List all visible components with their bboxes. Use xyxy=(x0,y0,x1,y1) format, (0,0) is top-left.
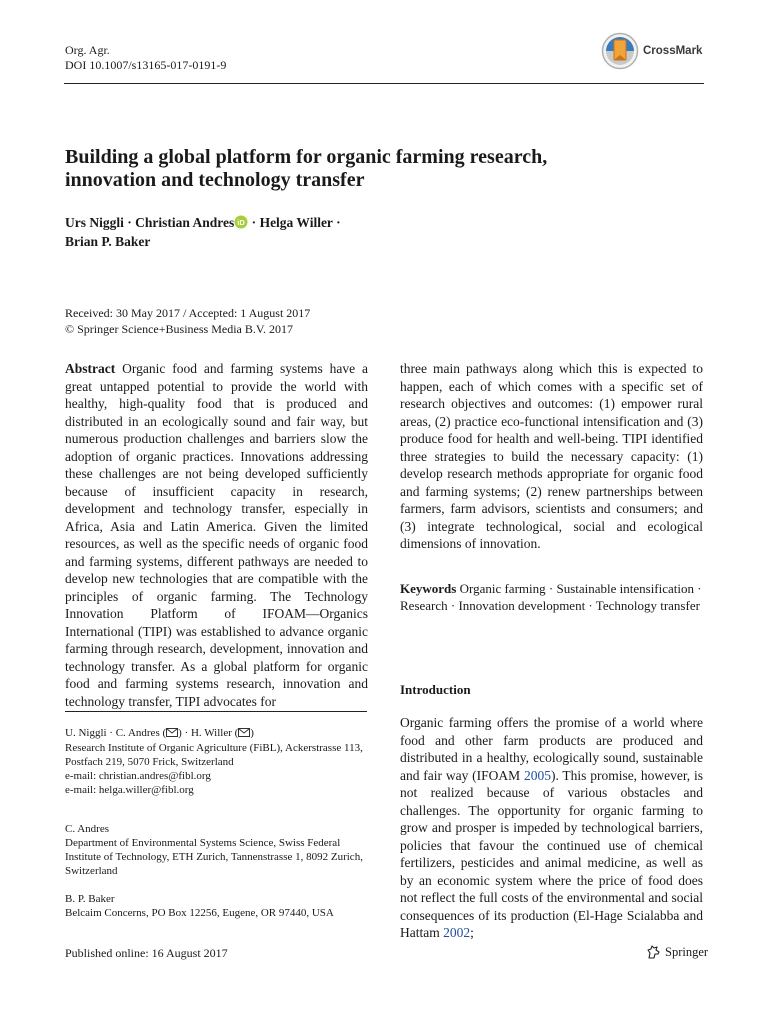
intro-text-part: Organic farming offers the promise of a world where food and other farm products are produced and distributed in a healthy, ecologically sound, sustainable and fair way (IFOAM xyxy=(400,715,703,783)
crossmark-label: CrossMark xyxy=(643,45,703,57)
copyright: © Springer Science+Business Media B.V. 2017 xyxy=(65,321,293,336)
affiliation-2 xyxy=(65,822,375,878)
citation-link[interactable]: 2005 xyxy=(523,767,551,783)
springer-horse-icon xyxy=(646,944,662,960)
affiliation-1 xyxy=(65,726,375,797)
journal-name: Org. Agr. xyxy=(65,43,110,57)
section-heading: Introduction xyxy=(400,682,471,697)
received-accepted: Received: 30 May 2017 / Accepted: 1 August 2017 xyxy=(65,306,311,320)
published-date: Published online: 16 August 2017 xyxy=(65,946,228,960)
citation-link[interactable]: 2002 xyxy=(443,925,471,940)
intro-text-part: ; xyxy=(470,925,474,940)
affiliation-institution: Research Institute of Organic Agriculture (FiBL), Ackerstrasse 113, Postfach 219, 5070 Frick, Switzerland xyxy=(65,742,363,768)
crossmark-badge[interactable] xyxy=(601,32,702,70)
email-link[interactable]: e-mail: helga.willer@fibl.org xyxy=(65,784,194,796)
affiliation-names-part: ) · H. Willer ( xyxy=(178,727,239,739)
author-name[interactable]: Helga Willer xyxy=(259,215,333,230)
author-name[interactable]: Urs Niggli xyxy=(65,215,124,230)
affiliation-name: B. P. Baker xyxy=(65,893,115,905)
email-link[interactable]: e-mail: christian.andres@fibl.org xyxy=(65,770,211,782)
abstract-text: Organic food and farming systems have a great untapped potential to provide the world with healthy, high-quality food that is produced and distributed in an ecologically sound and fair way, but numerous production challenges and barriers slow the adoption of organic practices. Innovations addressing these challenges are not being developed sufficiently because of insufficient capacity in research, development and technology transfer, especially in Africa, Asia and Latin America. Given the limited resources, as well as the specific needs of organic food and farming systems, different pathways are needed to develop new technologies that are compatible with the principles of organic farming. The Technology Innovation Platform of IFOAM—Organics International (TIPI) was established to advance organic farming through research, development, innovation and technology transfer. As a global platform for organic food and farming systems research, innovation and technology transfer, TIPI advocates for xyxy=(65,361,368,709)
affiliation-names-part: ) xyxy=(250,727,254,739)
springer-label: Springer xyxy=(665,944,709,959)
intro-text-part: ). This promise, however, is not realized because of various obstacles and challenges. The opportunity for organic farming to grow and prosper is impeded by technological barriers, policies that favour the continued use of chemical fertilizers, pesticides and animal medicine, as well as by an economic system where the price of food does not reflect the full costs of the environmental and social consequences of its production (El-Hage Scialabba and Hattam xyxy=(400,767,703,940)
svg-text:iD: iD xyxy=(237,218,246,227)
affiliation-institution: Belcaim Concerns, PO Box 12256, Eugene, OR 97440, USA xyxy=(65,907,334,919)
abstract-label: Abstract xyxy=(65,361,116,376)
author-separator: · xyxy=(336,215,341,230)
envelope-icon[interactable] xyxy=(166,727,178,741)
keywords xyxy=(400,580,703,614)
keywords-text: Organic farming · Sustainable intensification · Research · Innovation development · Technology transfer xyxy=(400,581,702,613)
author-name[interactable]: Brian P. Baker xyxy=(65,234,151,249)
affiliation-name: C. Andres xyxy=(65,823,109,835)
journal-meta xyxy=(65,43,226,73)
abstract-left xyxy=(65,360,368,710)
affiliation-names-part: U. Niggli · C. Andres ( xyxy=(65,727,167,739)
article-dates xyxy=(65,306,310,337)
author-name[interactable]: Christian Andres xyxy=(135,215,235,230)
affiliation-names xyxy=(65,726,375,741)
affiliation-3 xyxy=(65,892,375,920)
abstract-right: three main pathways along which this is expected to happen, each of which comes with a specific set of research objectives and outcomes: (1) empower rural areas, (2) practice eco-functional intensification and (3) produce food for health and well-being. TIPI identified three strategies to build the necessary capacity: (1) develop research methods appropriate for organic food and farming systems; (2) renew partnerships between farmers, farm advisors, scientists and consumers; and (3) integrate technological, social and ecological dimensions of innovation. xyxy=(400,361,703,551)
orcid-icon[interactable] xyxy=(234,215,248,233)
springer-logo xyxy=(646,944,708,960)
introduction-text xyxy=(400,714,703,942)
footnote-rule xyxy=(65,711,367,712)
crossmark-icon xyxy=(601,32,639,70)
author-separator: · xyxy=(251,215,257,230)
author-separator: · xyxy=(127,215,132,230)
affiliation-institution: Department of Environmental Systems Science, Swiss Federal Institute of Technology, ETH Zurich, Tannenstrasse 1, 8092 Zurich, Switzerland xyxy=(65,837,363,877)
doi-link[interactable]: DOI 10.1007/s13165-017-0191-9 xyxy=(65,58,227,72)
envelope-icon[interactable] xyxy=(238,727,250,741)
header-rule xyxy=(64,83,704,84)
author-list xyxy=(65,214,425,250)
paper-title: Building a global platform for organic farming research, innovation and technology transfer xyxy=(65,146,548,191)
keywords-label: Keywords xyxy=(400,581,457,596)
